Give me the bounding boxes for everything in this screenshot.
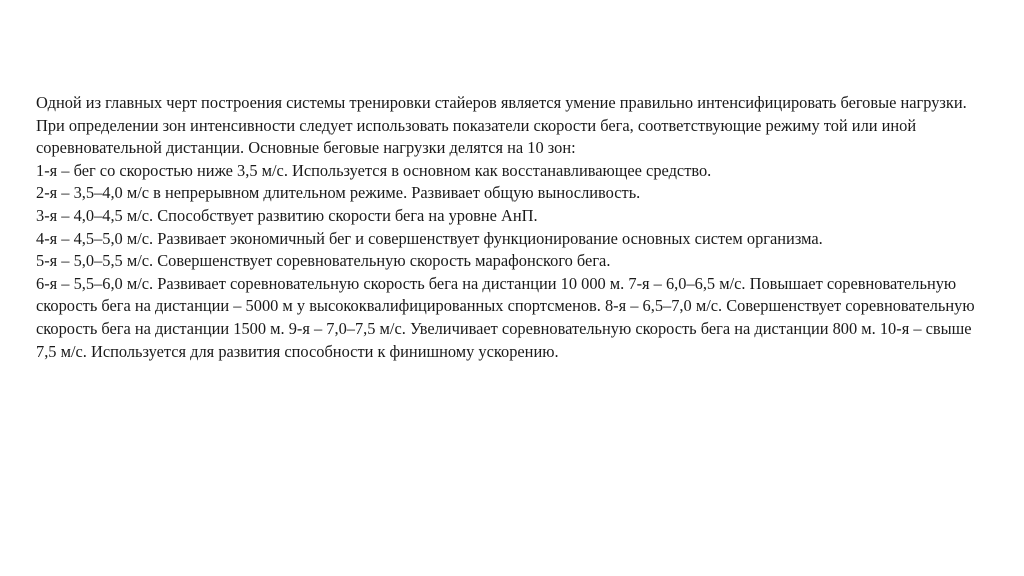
body-text bbox=[36, 92, 996, 363]
paragraph-zones-definition: При определении зон интенсивности следует использовать показатели скорости бега, соответствующие режиму той или иной соревновательной дистанции. Основные беговые нагрузки делятся на 10 зон: bbox=[36, 115, 917, 158]
paragraph-zones-6-10: 6-я – 5,5–6,0 м/с. Развивает соревновательную скорость бега на дистанции 10 000 м. 7-я – 6,0–6,5 м/с. Повышает соревновательную скорость бега на дистанции – 5000 м у высококвалифицированных спортсменов. 8-я – 6,5–7,0 м/с. Совершенствует соревновательную скорость бега на дистанции 1500 м. 9-я – 7,0–7,5 м/с. Увеличивает соревновательную скорость бега на дистанции 800 м. 10-я – свыше 7,5 м/с. Используется для развития способности к финишному ускорению. bbox=[36, 273, 975, 361]
paragraph-zone-1: 1-я – бег со скоростью ниже 3,5 м/с. Используется в основном как восстанавливающее средство. bbox=[36, 160, 712, 180]
paragraph-zone-3: 3-я – 4,0–4,5 м/с. Способствует развитию скорости бега на уровне АнП. bbox=[36, 205, 538, 225]
paragraph-zone-4: 4-я – 4,5–5,0 м/с. Развивает экономичный бег и совершенствует функционирование основных систем организма. bbox=[36, 228, 823, 248]
paragraph-intro: Одной из главных черт построения системы тренировки стайеров является умение правильно интенсифицировать беговые нагрузки. bbox=[36, 93, 967, 112]
paragraph-zone-5: 5-я – 5,0–5,5 м/с. Совершенствует соревновательную скорость марафонского бега. bbox=[36, 251, 611, 271]
paragraph-zone-2: 2-я – 3,5–4,0 м/с в непрерывном длительном режиме. Развивает общую выносливость. bbox=[36, 183, 641, 203]
